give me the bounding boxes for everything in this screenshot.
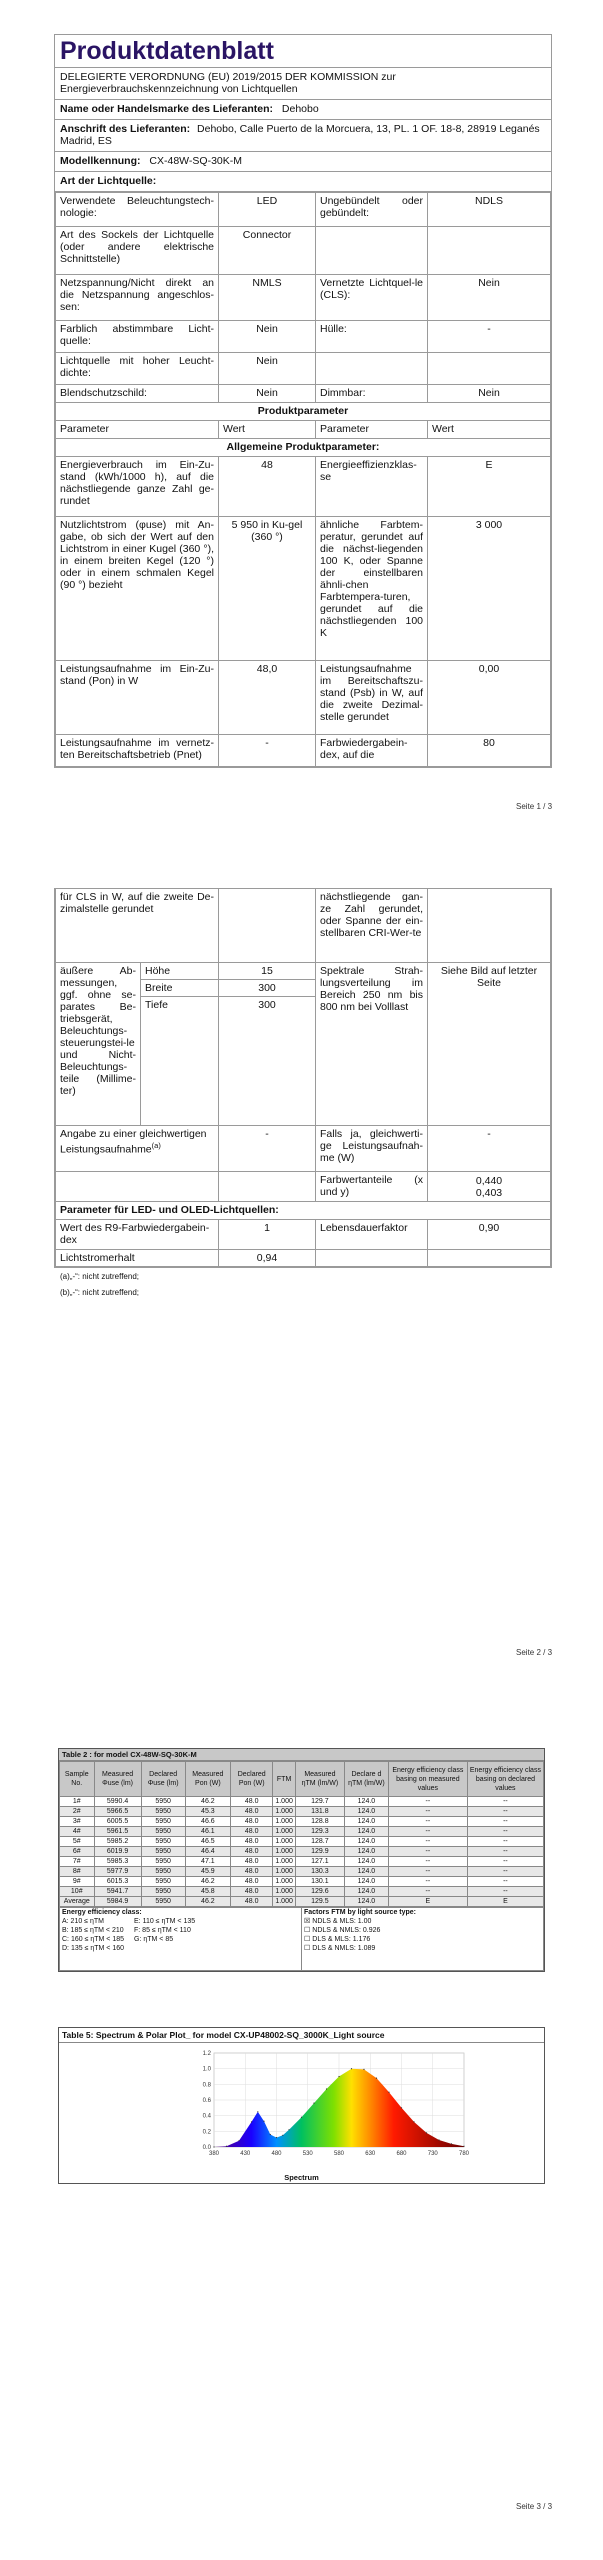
table-cell: 1.000 <box>273 1807 296 1817</box>
model-label: Modellkennung: <box>60 155 141 167</box>
model-row <box>55 152 551 172</box>
lightsource-type-heading: Art der Lichtquelle: <box>55 172 551 192</box>
table-cell: 124.0 <box>344 1817 388 1827</box>
spectrum-point <box>276 2137 277 2138</box>
x-tick-label: 780 <box>458 2151 470 2157</box>
table-row: Wert des R9-Farbwiedergabein-dex 1 Lebensdauerfaktor 0,90 <box>56 1220 551 1250</box>
table-cell: 128.8 <box>295 1817 344 1827</box>
column-header: Energy efficiency class basing on measured values <box>388 1762 467 1797</box>
y-tick-label: 0.2 <box>202 2129 211 2136</box>
table-cell: -- <box>388 1807 467 1817</box>
eec-title: Energy efficiency class: <box>62 1909 142 1916</box>
table-cell: -- <box>467 1887 543 1897</box>
table-row <box>60 1847 544 1857</box>
table-row <box>60 1797 544 1807</box>
table-cell: 5# <box>60 1837 95 1847</box>
params-title-row: Produktparameter <box>56 403 551 421</box>
table-row <box>60 1837 544 1847</box>
table-cell: 5950 <box>141 1837 185 1847</box>
table-row <box>60 1867 544 1877</box>
table-cell: 1.000 <box>273 1817 296 1827</box>
spectrum-point <box>413 2121 414 2122</box>
address-row <box>55 120 551 152</box>
table-cell: 1.000 <box>273 1887 296 1897</box>
table-cell: -- <box>388 1867 467 1877</box>
table-cell: 6015.3 <box>94 1877 141 1887</box>
spectrum-point <box>270 2134 271 2135</box>
table-cell: 5984.9 <box>94 1897 141 1907</box>
table-cell: 1# <box>60 1797 95 1807</box>
datasheet-page-1 <box>54 34 552 768</box>
table-cell: 1.000 <box>273 1877 296 1887</box>
supplier-label: Name oder Handelsmarke des Lieferanten: <box>60 103 273 115</box>
table-cell: -- <box>467 1857 543 1867</box>
spectrum-point <box>388 2092 389 2093</box>
table-cell: 6019.9 <box>94 1847 141 1857</box>
table-cell: 46.6 <box>185 1817 230 1827</box>
table-cell: 124.0 <box>344 1877 388 1887</box>
table-cell: 8# <box>60 1867 95 1877</box>
table-cell: 1.000 <box>273 1837 296 1847</box>
table-cell: 124.0 <box>344 1857 388 1867</box>
table-cell: 129.9 <box>295 1847 344 1857</box>
table-cell: 46.4 <box>185 1847 230 1857</box>
spectrum-point <box>213 2146 214 2147</box>
table-cell: 124.0 <box>344 1867 388 1877</box>
column-header: Sample No. <box>60 1762 95 1797</box>
general-params-row: Allgemeine Produktparameter: <box>56 439 551 457</box>
footnote-b: (b)„-“: nicht zutreffend; <box>60 1288 139 1297</box>
table-row: Farblich abstimmbare Licht-quelle: Nein Hülle: - <box>56 321 551 353</box>
spectrum-point <box>351 2068 352 2069</box>
y-tick-label: 0.8 <box>202 2082 211 2089</box>
table-cell: 7# <box>60 1857 95 1867</box>
table-row <box>60 1807 544 1817</box>
table-cell: -- <box>388 1837 467 1847</box>
table-cell: -- <box>467 1847 543 1857</box>
table-cell: 5961.5 <box>94 1827 141 1837</box>
dimensions-row: Breite 300 <box>56 980 551 997</box>
column-header: Declared Pon (W) <box>231 1762 273 1797</box>
table-cell: 124.0 <box>344 1827 388 1837</box>
table-cell: -- <box>467 1797 543 1807</box>
table-cell: 45.3 <box>185 1807 230 1817</box>
eec-class-item: A: 210 ≤ ηTM <box>62 1918 104 1925</box>
table-row: Leistungsaufnahme im Ein-Zu-stand (Pon) in W 48,0 Leistungsaufnahme im Bereitschaftszu-stand (Psb) in W, auf die zweite Dezimal-stelle gerundet 0,00 <box>56 661 551 735</box>
x-tick-label: 480 <box>271 2151 282 2157</box>
table-cell: 129.6 <box>295 1887 344 1897</box>
table-cell: 46.1 <box>185 1827 230 1837</box>
table-cell: 5985.3 <box>94 1857 141 1867</box>
table-cell: -- <box>467 1807 543 1817</box>
eec-class-item: E: 110 ≤ ηTM < 135 <box>134 1918 196 1925</box>
spectrum-point <box>338 2076 339 2077</box>
table-cell: 128.7 <box>295 1837 344 1847</box>
spectrum-point <box>282 2135 283 2136</box>
table-cell: -- <box>467 1817 543 1827</box>
table-cell: E <box>388 1897 467 1907</box>
table-row: Blendschutzschild: Nein Dimmbar: Nein <box>56 385 551 403</box>
spectrum-point <box>363 2069 364 2070</box>
supplier-row <box>55 100 551 120</box>
x-tick-label: 730 <box>427 2151 438 2157</box>
x-tick-label: 630 <box>365 2151 376 2157</box>
table-cell: 48.0 <box>231 1797 273 1807</box>
checked-box-icon: ☒ <box>304 1918 311 1925</box>
table-cell: 9# <box>60 1877 95 1887</box>
column-header: Declared Φuse (lm) <box>141 1762 185 1797</box>
column-header: Declare d ηTM (lm/W) <box>344 1762 388 1797</box>
table-cell: 48.0 <box>231 1897 273 1907</box>
table-cell: 48.0 <box>231 1837 273 1847</box>
table-cell: 1.000 <box>273 1857 296 1867</box>
table-cell: 124.0 <box>344 1897 388 1907</box>
table-cell: -- <box>388 1817 467 1827</box>
table-cell: 45.9 <box>185 1867 230 1877</box>
eec-class-item: D: 135 ≤ ηTM < 160 <box>62 1945 125 1952</box>
spectrum-point <box>288 2129 289 2130</box>
table-cell: 124.0 <box>344 1837 388 1847</box>
column-header: Measured Pon (W) <box>185 1762 230 1797</box>
table-2-title: Table 2 : for model CX-48W-SQ-30K-M <box>59 1749 544 1761</box>
page-3 <box>0 1706 603 2560</box>
table-row: Lichtstromerhalt 0,94 <box>56 1250 551 1267</box>
y-tick-label: 0.6 <box>202 2098 211 2104</box>
x-tick-label: 530 <box>302 2151 313 2157</box>
table-cell: 46.2 <box>185 1897 230 1907</box>
document-title: Produktdatenblatt <box>55 35 551 68</box>
column-header: Measured Φuse (lm) <box>94 1762 141 1797</box>
spectrum-point <box>313 2103 314 2104</box>
eec-class-item: G: ηTM < 85 <box>134 1936 174 1943</box>
table-row: Farbwertanteile (x und y) 0,440 0,403 <box>56 1172 551 1202</box>
table-cell: 1.000 <box>273 1827 296 1837</box>
table-row <box>60 1817 544 1827</box>
table-cell: -- <box>467 1867 543 1877</box>
table-5-title: Table 5: Spectrum & Polar Plot_ for model CX-UP48002-SQ_3000K_Light source <box>59 2028 544 2043</box>
led-params-heading: Parameter für LED- und OLED-Lichtquellen: <box>56 1202 551 1220</box>
column-header: Energy efficiency class basing on declared values <box>467 1762 543 1797</box>
spectrum-point <box>263 2121 264 2122</box>
table-cell: 1.000 <box>273 1897 296 1907</box>
table-cell: 48.0 <box>231 1827 273 1837</box>
table-header <box>60 1762 544 1797</box>
dimensions-row: äußere Ab-messungen, ggf. ohne se-parates Be-triebsgerät, Beleuchtungs-steuerungstei-le und Nicht-Beleuchtungs-teile (Millime-ter) Höhe 15 Spektrale Strah-lungsverteilung im Bereich 250 nm bis 800 nm bei Volllast Siehe Bild auf letzter Seite <box>56 963 551 980</box>
x-tick-label: 430 <box>240 2151 251 2157</box>
table-cell: -- <box>388 1877 467 1887</box>
table-row: Art des Sockels der Lichtquelle (oder andere elektrische Schnittstelle) Connector <box>56 227 551 275</box>
table-cell: 124.0 <box>344 1807 388 1817</box>
table-row <box>60 1877 544 1887</box>
spectrum-point <box>251 2121 252 2122</box>
ftm-factor-item: ☒ NDLS & MLS: 1.00 <box>304 1918 372 1925</box>
spectrum-chart <box>59 2043 544 2167</box>
table-cell: 45.8 <box>185 1887 230 1897</box>
supplier-value: Dehobo <box>281 103 319 115</box>
table-cell: 130.1 <box>295 1877 344 1887</box>
ftm-factor-item: ☐ DLS & MLS: 1.176 <box>304 1936 371 1943</box>
spectrum-point <box>326 2088 327 2089</box>
eec-class-item: F: 85 ≤ ηTM < 110 <box>134 1927 191 1934</box>
table-cell: 5977.9 <box>94 1867 141 1877</box>
table-cell: 48.0 <box>231 1857 273 1867</box>
regulation-text: DELEGIERTE VERORDNUNG (EU) 2019/2015 DER KOMMISSION zur Energieverbrauchskennzeichnung von Lichtquellen <box>55 68 551 100</box>
table-cell: 5950 <box>141 1857 185 1867</box>
ftm-title: Factors FTM by light source type: <box>304 1909 417 1916</box>
table-cell: 129.7 <box>295 1797 344 1807</box>
unchecked-box-icon: ☐ <box>304 1945 311 1952</box>
unchecked-box-icon: ☐ <box>304 1936 311 1943</box>
spectrum-point <box>376 2078 377 2079</box>
table-cell: 124.0 <box>344 1847 388 1857</box>
page-number: Seite 2 / 3 <box>516 1648 553 1657</box>
address-value: Dehobo, Calle Puerto de la Morcuera, 13, PL. 1 OF. 18-8, 28919 Leganés Madrid, ES <box>60 123 540 147</box>
table-cell: 48.0 <box>231 1867 273 1877</box>
table-row <box>60 1897 544 1907</box>
page-number: Seite 1 / 3 <box>516 802 553 811</box>
table-cell: -- <box>388 1847 467 1857</box>
table-cell: -- <box>467 1877 543 1887</box>
spectrum-point <box>438 2139 439 2140</box>
table-cell: 47.1 <box>185 1857 230 1867</box>
column-header: Measured ηTM (lm/W) <box>295 1762 344 1797</box>
table-cell: 5950 <box>141 1797 185 1807</box>
x-tick-label: 680 <box>396 2151 407 2157</box>
table-cell: 5950 <box>141 1827 185 1837</box>
table-cell: 5966.5 <box>94 1807 141 1817</box>
table-cell: 6# <box>60 1847 95 1857</box>
spectrum-point <box>451 2143 452 2144</box>
table-cell: 46.2 <box>185 1877 230 1887</box>
table-cell: 131.8 <box>295 1807 344 1817</box>
table-row: Energieverbrauch im Ein-Zu-stand (kWh/1000 h), auf die nächstliegende ganze Zahl ge-rundet 48 Energieeffizienzklas-se E <box>56 457 551 517</box>
table-cell: 5950 <box>141 1867 185 1877</box>
table-cell: 5950 <box>141 1887 185 1897</box>
table-cell: 1.000 <box>273 1847 296 1857</box>
table-cell: 5950 <box>141 1897 185 1907</box>
table-cell: 48.0 <box>231 1877 273 1887</box>
page-2 <box>0 853 603 1706</box>
table-cell: 129.5 <box>295 1897 344 1907</box>
table-row <box>60 1827 544 1837</box>
table-row <box>60 1857 544 1867</box>
table-cell: 48.0 <box>231 1887 273 1897</box>
table-cell: 3# <box>60 1817 95 1827</box>
type-table <box>55 192 551 767</box>
table-cell: 5950 <box>141 1847 185 1857</box>
table-cell: 5985.2 <box>94 1837 141 1847</box>
measurement-table <box>58 1748 545 1972</box>
params-header-row: Parameter Wert Parameter Wert <box>56 421 551 439</box>
table-row: Angabe zu einer gleichwertigen Leistungsaufnahme$^{(a)}$ - Falls ja, gleichwerti-ge Leistungsaufnah-me (W) - <box>56 1126 551 1172</box>
table-cell: 4# <box>60 1827 95 1837</box>
table-cell: 5990.4 <box>94 1797 141 1807</box>
table-cell: 48.0 <box>231 1807 273 1817</box>
page-1 <box>0 0 603 853</box>
table-cell: 46.5 <box>185 1837 230 1847</box>
ftm-factor-item: ☐ NDLS & NMLS: 0.926 <box>304 1927 381 1934</box>
table-cell: 2# <box>60 1807 95 1817</box>
table-row <box>60 1887 544 1897</box>
table-cell: -- <box>388 1827 467 1837</box>
table-cell: -- <box>467 1827 543 1837</box>
table-cell: 124.0 <box>344 1797 388 1807</box>
spectrum-point <box>301 2117 302 2118</box>
spectrum-point <box>463 2146 464 2147</box>
table-row: Netzspannung/Nicht direkt an die Netzspannung angeschlos-sen: NMLS Vernetzte Lichtquel-le (CLS): Nein <box>56 275 551 321</box>
x-tick-label: 580 <box>333 2151 345 2157</box>
table-cell: -- <box>388 1887 467 1897</box>
page-number: Seite 3 / 3 <box>516 2502 553 2511</box>
y-tick-label: 0.0 <box>202 2145 211 2151</box>
datasheet-page-2 <box>54 888 552 1268</box>
y-tick-label: 1.2 <box>202 2051 211 2057</box>
table-cell: 46.2 <box>185 1797 230 1807</box>
unchecked-box-icon: ☐ <box>304 1927 311 1934</box>
spectrum-point <box>426 2132 427 2133</box>
table-row: Nutzlichtstrom (φuse) mit An-gabe, ob sich der Wert auf den Lichtstrom in einer Kugel (360 °), in einem breiten Kegel (120 °) oder in einem schmalen Kegel (90 °) bezieht 5 950 in Ku-gel (360 °) ähnliche Farbtem-peratur, gerundet auf die nächst-liegenden 100 K, oder Spanne der einstellbaren ähnli-chen Farbtempera-turen, gerundet auf die nächstliegenden 100 K 3 000 <box>56 517 551 661</box>
table-cell: Average <box>60 1897 95 1907</box>
table-row: Lichtquelle mit hoher Leucht-dichte: Nein <box>56 353 551 385</box>
table-cell: 5950 <box>141 1817 185 1827</box>
spectrum-point <box>257 2111 258 2112</box>
table-cell: -- <box>388 1857 467 1867</box>
table-cell: 6005.5 <box>94 1817 141 1827</box>
dimensions-row: Tiefe 300 <box>56 997 551 1126</box>
table-cell: 10# <box>60 1887 95 1897</box>
table-row: für CLS in W, auf die zweite De-zimalstelle gerundet nächstliegende gan-ze Zahl gerundet, oder Spanne der ein-stellbaren CRI-Wer-te <box>56 889 551 963</box>
ftm-factor-item: ☐ DLS & NMLS: 1.089 <box>304 1945 376 1952</box>
table-cell: -- <box>388 1797 467 1807</box>
model-value: CX-48W-SQ-30K-M <box>149 155 242 167</box>
table-row: Leistungsaufnahme im vernetz-ten Bereitschaftsbetrieb (Pnet) - Farbwiedergabein-dex, auf die 80 <box>56 735 551 767</box>
column-header: FTM <box>273 1762 296 1797</box>
table-cell: 1.000 <box>273 1797 296 1807</box>
y-tick-label: 0.4 <box>202 2113 211 2120</box>
table-cell: 5941.7 <box>94 1887 141 1897</box>
params-table-continued <box>55 888 551 1267</box>
table-cell: 130.3 <box>295 1867 344 1877</box>
table-cell: 129.3 <box>295 1827 344 1837</box>
table-cell: 5950 <box>141 1807 185 1817</box>
table-cell: 5950 <box>141 1877 185 1887</box>
x-tick-label: 380 <box>208 2151 220 2157</box>
table-cell: 48.0 <box>231 1847 273 1857</box>
spectrum-table <box>58 2027 545 2184</box>
eec-class-item: B: 185 ≤ ηTM < 210 <box>62 1927 124 1934</box>
spectrum-point <box>401 2107 402 2108</box>
table-cell: 48.0 <box>231 1817 273 1827</box>
spectrum-label: Spectrum <box>284 2173 319 2182</box>
table-cell: 124.0 <box>344 1887 388 1897</box>
spectrum-point <box>238 2140 239 2141</box>
table-cell: 1.000 <box>273 1867 296 1877</box>
table-row: Verwendete Beleuchtungstech-nologie: LED Ungebündelt oder gebündelt: NDLS <box>56 193 551 227</box>
table-cell: E <box>467 1897 543 1907</box>
footnote-a: (a)„-“: nicht zutreffend; <box>60 1272 139 1281</box>
table-cell: 127.1 <box>295 1857 344 1867</box>
y-tick-label: 1.0 <box>202 2066 211 2073</box>
address-label: Anschrift des Lieferanten: <box>60 123 191 135</box>
spectrum-point <box>226 2146 227 2147</box>
eec-class-item: C: 160 ≤ ηTM < 185 <box>62 1936 125 1943</box>
table-cell: -- <box>467 1837 543 1847</box>
